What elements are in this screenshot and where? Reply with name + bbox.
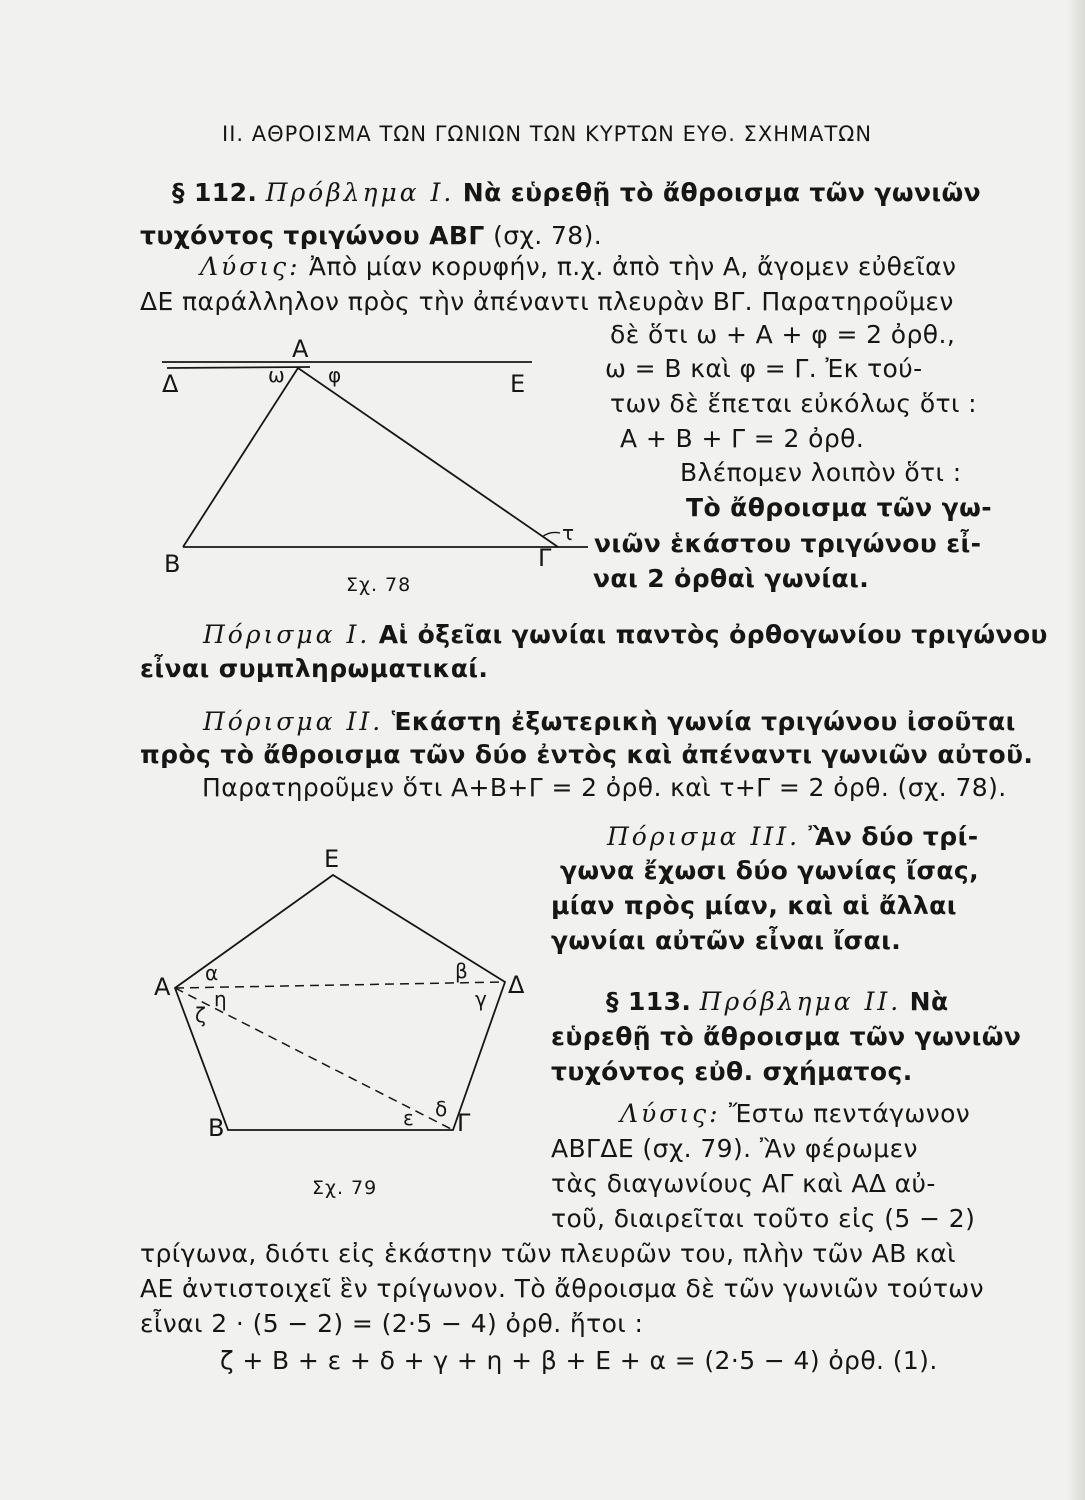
sec112-l1: Ἀπὸ μίαν κορυφήν, π.χ. ἀπὸ τὴν Α, ἄγομεν εὐθεῖαν bbox=[308, 252, 957, 281]
sec112-bold-1: Τὸ ἄθροισμα τῶν γω- bbox=[686, 493, 992, 522]
sec113-l6: ΑΕ ἀντιστοιχεῖ ἓν τρίγωνον. Τὸ ἄθροισμα δὲ τῶν γωνιῶν τούτων bbox=[140, 1274, 984, 1303]
fig78-label-phi: φ bbox=[328, 363, 342, 387]
sec112-label: Πρόβλημα Ι. bbox=[265, 178, 455, 207]
sec113-title-tail: Νὰ bbox=[909, 987, 949, 1016]
fig78-label-a: Α bbox=[292, 335, 309, 363]
porisma2-line-1 bbox=[203, 707, 1016, 737]
sec113-title-b: εὑρεθῇ τὸ ἄθροισμα τῶν γωνιῶν bbox=[551, 1022, 1022, 1051]
fig78-label-g: Γ bbox=[538, 544, 552, 572]
chapter-header: II. ΑΘΡΟΙΣΜΑ ΤΩΝ ΓΩΝΙΩΝ ΤΩΝ ΚΥΡΤΩΝ ΕΥΘ. ΣΧΗΜΑΤΩΝ bbox=[222, 122, 873, 146]
porisma2-text-b: πρὸς τὸ ἄθροισμα τῶν δύο ἐντὸς καὶ ἀπέναντι γωνιῶν αὐτοῦ. bbox=[140, 740, 1034, 769]
sec113-l2: ΑΒΓΔΕ (σχ. 79). Ἂν φέρωμεν bbox=[551, 1134, 918, 1163]
fig79-label-e: Ε bbox=[324, 845, 340, 873]
sec112-solution-label: Λύσις: bbox=[200, 252, 301, 281]
sec113-l5: τρίγωνα, διότι εἰς ἑκάστην τῶν πλευρῶν του, πλὴν τῶν ΑΒ καὶ bbox=[140, 1239, 957, 1268]
porisma2-text-a: Ἑκάστη ἐξωτερικὴ γωνία τριγώνου ἰσοῦται bbox=[391, 707, 1016, 736]
porisma3-text-b: γωνα ἔχωσι δύο γωνίας ἴσας, bbox=[560, 856, 980, 885]
fig78-label-b: Β bbox=[164, 550, 181, 578]
fig79-label-eta: η bbox=[214, 987, 227, 1011]
porisma3-text-c: μίαν πρὸς μίαν, καὶ αἱ ἄλλαι bbox=[551, 891, 957, 920]
sec113-equation: ζ + Β + ε + δ + γ + η + β + Ε + α = (2·5 − 4) ὀρθ. (1). bbox=[220, 1346, 938, 1375]
sec112-bold-2: νιῶν ἑκάστου τριγώνου εἶ- bbox=[594, 529, 982, 558]
sec113-l1: Ἔστω πεντάγωνον bbox=[728, 1099, 971, 1128]
sec112-l4: ω = Β καὶ φ = Γ. Ἐκ τού- bbox=[605, 354, 923, 383]
sec113-l4: τοῦ, διαιρεῖται τοῦτο εἰς (5 − 2) bbox=[551, 1204, 976, 1233]
sec113-title-c: τυχόντος εὐθ. σχήματος. bbox=[551, 1057, 913, 1086]
sec113-solution-line bbox=[620, 1099, 970, 1129]
figure-79 bbox=[150, 840, 530, 1144]
sec112-title-ref: (σχ. 78). bbox=[493, 221, 603, 250]
sec112-number: § 112. bbox=[172, 178, 258, 207]
sec112-title-line bbox=[172, 178, 981, 208]
page-edge-shadow bbox=[1067, 0, 1085, 1500]
sec113-number: § 113. bbox=[606, 987, 692, 1016]
porisma2-observation: Παρατηροῦμεν ὅτι Α+Β+Γ = 2 ὀρθ. καὶ τ+Γ = 2 ὀρθ. (σχ. 78). bbox=[202, 773, 1007, 802]
fig78-label-omega: ω bbox=[268, 363, 285, 387]
porisma3-text-a: Ἂν δύο τρί- bbox=[808, 822, 979, 851]
sec113-label: Πρόβλημα ΙΙ. bbox=[699, 987, 902, 1016]
figure-78 bbox=[140, 330, 600, 584]
porisma3-text-d: γωνίαι αὐτῶν εἶναι ἴσαι. bbox=[551, 926, 902, 955]
fig79-label-g: Γ bbox=[457, 1109, 471, 1137]
sec112-solution-line bbox=[200, 252, 956, 282]
sec112-l2: ΔΕ παράλληλον πρὸς τὴν ἀπέναντι πλευρὰν ΒΓ. Παρατηροῦμεν bbox=[140, 287, 954, 316]
sec113-solution-label: Λύσις: bbox=[620, 1099, 721, 1128]
porisma1-label: Πόρισμα Ι. bbox=[203, 620, 371, 649]
porisma1-line-1 bbox=[203, 620, 1048, 650]
sec112-bold-3: ναι 2 ὀρθαὶ γωνίαι. bbox=[593, 564, 870, 593]
fig79-caption: Σχ. 79 bbox=[312, 1177, 378, 1199]
fig78-label-e: Ε bbox=[510, 370, 526, 398]
fig79-label-beta: β bbox=[455, 959, 468, 983]
fig78-caption: Σχ. 78 bbox=[346, 574, 412, 596]
fig78-label-tau: τ bbox=[562, 521, 575, 545]
porisma3-line-1 bbox=[607, 822, 979, 852]
fig79-label-a: Α bbox=[154, 973, 171, 1001]
sec112-title-a: Νὰ εὑρεθῇ τὸ ἄθροισμα τῶν γωνιῶν bbox=[462, 178, 982, 207]
sec112-l3: δὲ ὅτι ω + Α + φ = 2 ὀρθ., bbox=[610, 320, 956, 349]
porisma3-label: Πόρισμα ΙΙΙ. bbox=[607, 822, 801, 851]
porisma2-label: Πόρισμα ΙΙ. bbox=[203, 707, 384, 736]
sec112-title-b: τυχόντος τριγώνου ΑΒΓ bbox=[140, 221, 485, 250]
fig79-label-epsilon: ε bbox=[403, 1106, 414, 1130]
fig79-label-gamma: γ bbox=[475, 987, 487, 1011]
fig79-label-zeta: ζ bbox=[195, 1003, 206, 1027]
fig79-label-d: Δ bbox=[508, 971, 525, 999]
porisma1-text-b: εἶναι συμπληρωματικαί. bbox=[140, 654, 489, 683]
sec112-l5: των δὲ ἕπεται εὐκόλως ὅτι : bbox=[610, 389, 978, 418]
sec113-l7: εἶναι 2 · (5 − 2) = (2·5 − 4) ὀρθ. ἤτοι : bbox=[140, 1309, 644, 1338]
fig79-label-delta: δ bbox=[435, 1097, 448, 1121]
sec112-l7: Βλέπομεν λοιπὸν ὅτι : bbox=[680, 458, 962, 487]
fig79-label-b: Β bbox=[208, 1114, 225, 1140]
sec112-l6: Α + Β + Γ = 2 ὀρθ. bbox=[620, 424, 865, 453]
sec112-title-line-2 bbox=[140, 221, 602, 251]
fig78-label-d: Δ bbox=[162, 370, 179, 398]
fig79-label-alpha: α bbox=[205, 961, 219, 985]
porisma1-text-a: Αἱ ὀξεῖαι γωνίαι παντὸς ὀρθογωνίου τριγώνου bbox=[378, 620, 1048, 649]
sec113-title-line bbox=[606, 987, 949, 1017]
sec113-l3: τὰς διαγωνίους ΑΓ καὶ ΑΔ αὐ- bbox=[551, 1169, 936, 1198]
